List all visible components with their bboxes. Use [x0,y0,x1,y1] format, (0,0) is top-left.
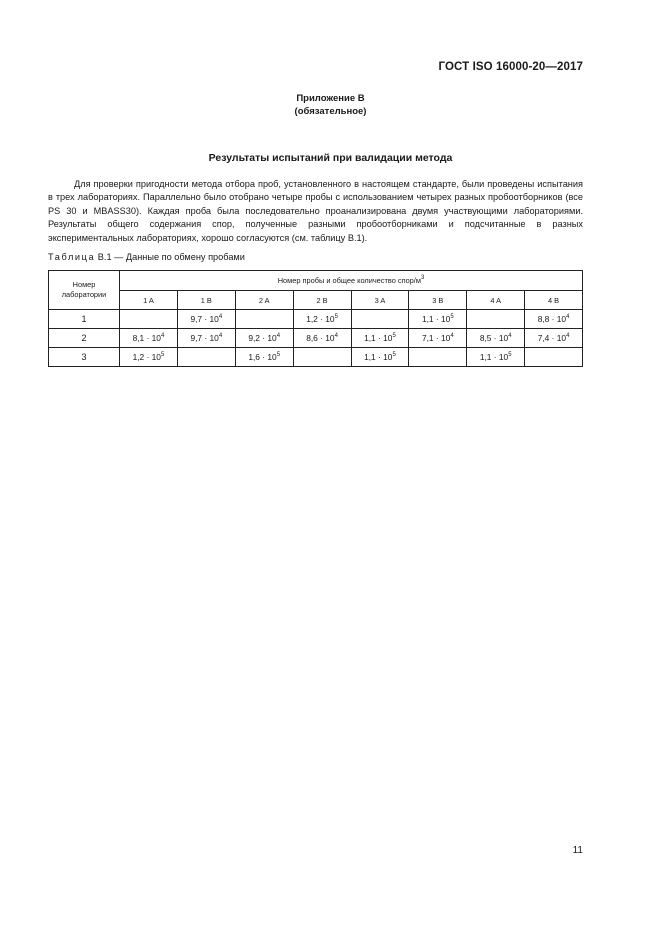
table-body [49,310,583,367]
spore-count-cell [120,348,178,367]
spore-count-cell [120,310,178,329]
spore-count-mantissa: 1,2 · 10 [132,352,161,362]
spore-count-cell [177,329,235,348]
column-header-sample: 4 A [467,291,525,310]
spore-count-mantissa: 9,7 · 10 [190,314,219,324]
spore-count-cell [467,348,525,367]
spore-count-cell [525,348,583,367]
spore-count-mantissa: 8,5 · 10 [479,333,509,343]
table-caption-text: В.1 — Данные по обмену пробами [97,252,245,262]
spore-count-mantissa: 8,6 · 10 [306,333,335,343]
document-code: ГОСТ ISO 16000-20—2017 [438,61,583,73]
lab-number-header [49,271,120,310]
column-header-row [49,291,583,310]
table-caption-label: Таблица [48,252,96,262]
spore-count-mantissa: 7,1 · 10 [421,333,451,343]
spore-count-mantissa: 9,7 · 10 [190,333,219,343]
spore-count-cell [409,310,467,329]
spore-count-cell [467,329,525,348]
body-paragraph: Для проверки пригодности метода отбора проб, установленного в настоящем стандарте, были проведены испытания в трех лабораториях. Параллельно было отобрано четыре пробы с использованием четырех разных пробоотборников (все PS 30 и MBASS30). Каждая проба была последовательно проанализирована двумя участвующими лабораториями. Результаты общего содержания спор, полученные разными пробоотборниками и подсчитанные в разных экспериментальных лабораториях, хорошо согласуются (см. таблицу В.1). [48,179,583,243]
spore-count-cell [351,348,409,367]
spore-count-cell [351,329,409,348]
sample-group-header-text: Номер пробы и общее количество спор/м [277,276,421,285]
column-header-sample: 1 A [120,291,178,310]
table-row [49,329,583,348]
sample-exchange-table [48,270,583,367]
lab-number-cell: 1 [49,310,120,329]
spore-count-exponent: 4 [508,333,512,339]
spore-count-exponent: 5 [392,333,396,339]
spore-count-exponent: 4 [334,333,338,339]
spore-count-exponent: 4 [218,314,223,320]
spore-count-exponent: 5 [450,314,454,320]
spore-count-cell [409,348,467,367]
section-title: Результаты испытаний при валидации метода [208,152,453,164]
spore-count-exponent: 4 [276,333,281,339]
spore-count-exponent: 5 [334,314,338,320]
spore-count-exponent: 5 [276,352,281,358]
spore-count-mantissa: 1,1 · 10 [364,333,393,343]
spore-count-mantissa: 8,8 · 10 [537,314,567,324]
spore-count-cell [235,329,293,348]
spore-count-mantissa: 1,1 · 10 [364,352,393,362]
spore-count-mantissa: 8,1 · 10 [132,333,161,343]
lab-number-cell: 3 [49,348,120,367]
column-header-sample: 2 B [293,291,351,310]
spore-count-cell [235,348,293,367]
lab-header-line1: Номер [72,280,96,289]
spore-count-mantissa: 1,2 · 10 [306,314,335,324]
column-header-sample: 3 B [409,291,467,310]
sample-group-header-exponent: 3 [420,275,425,281]
spore-count-exponent: 4 [566,314,570,320]
table-caption [48,252,245,262]
column-header-sample: 1 B [177,291,235,310]
spore-count-exponent: 5 [392,352,396,358]
spore-count-mantissa: 7,4 · 10 [537,333,567,343]
spore-count-cell [467,310,525,329]
spore-count-mantissa: 1,6 · 10 [248,352,277,362]
spore-count-cell [120,329,178,348]
column-header-sample: 3 A [351,291,409,310]
sample-group-header [120,271,583,291]
spore-count-exponent: 4 [566,333,570,339]
lab-header-line2: лаборатории [61,290,107,299]
column-header-sample: 4 B [525,291,583,310]
spore-count-mantissa: 1,1 · 10 [479,352,509,362]
page-number: 11 [572,845,583,856]
spore-count-cell [177,348,235,367]
spore-count-exponent: 4 [450,333,454,339]
spore-count-exponent: 5 [160,352,165,358]
spore-count-mantissa: 1,1 · 10 [421,314,451,324]
annex-heading [0,92,661,118]
spore-count-cell [235,310,293,329]
spore-count-exponent: 4 [160,333,165,339]
column-header-sample: 2 A [235,291,293,310]
spore-count-exponent: 4 [218,333,223,339]
table-row [49,348,583,367]
spore-count-cell [351,310,409,329]
spore-count-cell [293,310,351,329]
spore-count-cell [525,310,583,329]
spore-count-cell [525,329,583,348]
spore-count-mantissa: 9,2 · 10 [248,333,277,343]
annex-status: (обязательное) [294,106,367,117]
lab-number-cell: 2 [49,329,120,348]
spore-count-cell [293,329,351,348]
annex-title: Приложение В [296,93,365,104]
spore-count-cell [409,329,467,348]
spore-count-exponent: 5 [508,352,512,358]
spore-count-cell [293,348,351,367]
spore-count-cell [177,310,235,329]
table-row [49,310,583,329]
